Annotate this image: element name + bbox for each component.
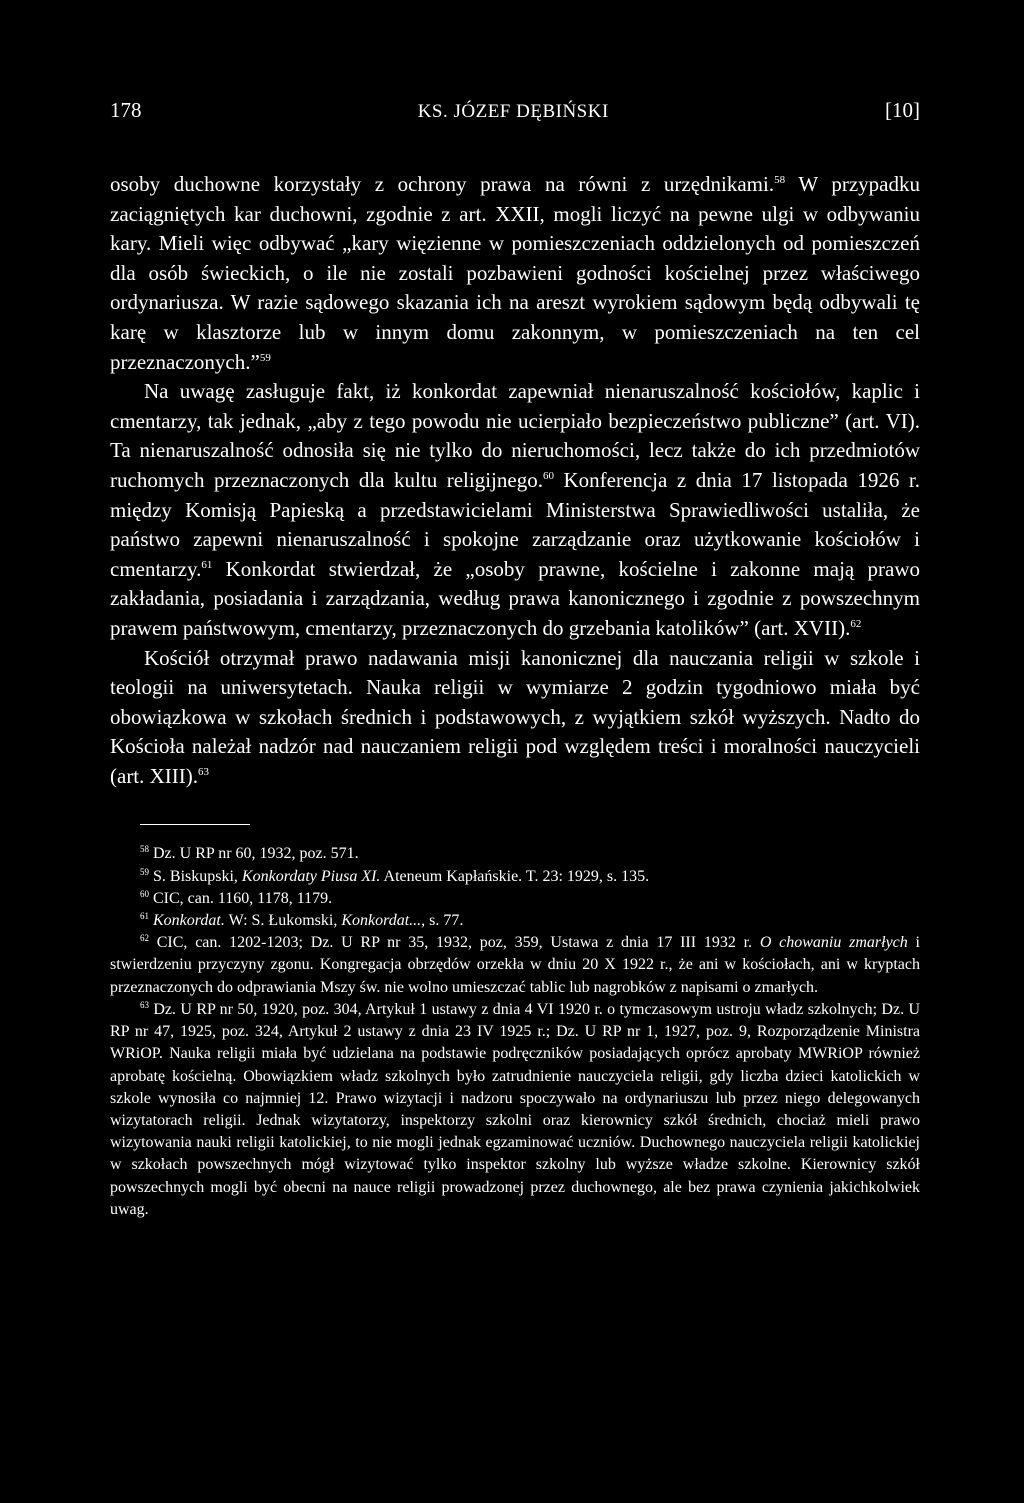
footnote-title: Konkordat...: [341, 912, 422, 930]
text-run: osoby duchowne korzystały z ochrony prawa na równi z urzędnikami.: [110, 172, 775, 196]
footnote-text: Ateneum Kapłańskie. T. 23: 1929, s. 135.: [380, 867, 650, 885]
footnote-text: CIC, can. 1160, 1178, 1179.: [149, 889, 333, 907]
footnote-61: [110, 910, 920, 932]
footnote-number: 63: [140, 999, 149, 1010]
text-run: Kościół otrzymał prawo nadawania misji kanonicznej dla nauczania religii w szkole i teologii na uniwersytetach. Nauka religii w wymiarze 2 godzin tygodniowo miała być obowiązkowa w szkołach średnich i podstawowych, z wyjątkiem szkół wyższych. Nadto do Kościoła należał nadzór nad nauczaniem religii pod względem treści i moralności nauczycieli (art. XIII).: [110, 645, 920, 788]
footnote-ref: 61: [201, 558, 213, 571]
footnote-59: [110, 866, 920, 888]
section-number: [10]: [884, 98, 920, 122]
text-run: W przypadku zaciągniętych kar duchowni, zgodnie z art. XXII, mogli liczyć na pewne ulgi w odbywaniu kary. Mieli więc odbywać „kary więzienne w pomieszczeniach oddzielonych od pomieszczeń dla osób świeckich, o ile nie zostali pozbawieni godności kościelnej przez właściwego ordynariusza. W razie sądowego skazania ich na areszt wyrokiem sądowym będą odbywali tę karę w klasztorze lub w innym domu zakonnym, w pomieszczeniach na ten cel przeznaczonych.”: [110, 172, 920, 374]
footnote-62: [110, 932, 920, 999]
footnote-number: 58: [140, 844, 149, 855]
footnote-text: Dz. U RP nr 50, 1920, poz. 304, Artykuł 1 ustawy z dnia 4 VI 1920 r. o tymczasowym ustroju władz szkolnych; Dz. U RP nr 47, 1925, poz. 324, Artykuł 2 ustawy z dnia 23 IV 1925 r.; Dz. U RP nr 1, 1927, poz. 9, Rozporządzenie Ministra WRiOP. Nauka religii miała być udzielana na podstawie podręczników posiadających oprócz aprobaty MWRiOP również aprobatę kościelną. Obowiązkiem władz szkolnych było zatrudnienie nauczyciela religii, gdy liczba dzieci katolickich w szkole wynosiła co najmniej 12. Prawo wizytacji i nadzoru spoczywało na ordynariuszu lub przez niego delegowanych wizytatorach religii. Jednak wizytatorzy, inspektorzy szkolni oraz kierownicy szkół średnich, chociaż mieli prawo wizytowania nauki religii katolickiej, to nie mogli jednak egzaminować uczniów. Duchownego nauczyciela religii katolickiej w szkołach powszechnych mógł wizytować tylko inspektor szkolny lub wyższe władze szkolne. Kierownicy szkół powszechnych mogli być obecni na nauce religii prowadzonej przez duchownego, ale bez prawa czynienia jakichkolwiek uwag.: [110, 1000, 920, 1218]
footnote-text: CIC, can. 1202-1203; Dz. U RP nr 35, 1932, poz, 359, Ustawa z dnia 17 III 1932 r.: [149, 934, 760, 952]
footnote-title: Konkordat.: [149, 912, 225, 930]
footnote-ref: 63: [198, 765, 210, 778]
footnote-title: O chowaniu zmarłych: [759, 934, 908, 952]
footnote-ref: 60: [542, 469, 554, 482]
running-header: [110, 98, 920, 128]
text-run: Konferencja z dnia 17 listopada 1926 r. między Komisją Papieską a przedstawicielami Ministerstwa Sprawiedliwości ustaliła, że państwo zapewni nienaruszalność i spokojne zarządzanie oraz użytkowanie kościołów i cmentarzy.: [110, 467, 920, 581]
footnote-number: 61: [140, 911, 149, 922]
footnote-number: 59: [140, 866, 149, 877]
footnote-ref: 62: [850, 617, 862, 630]
footnote-text: S. Biskupski,: [149, 867, 242, 885]
footnote-text: i stwierdzeniu przyczyny zgonu. Kongregacja obrzędów orzekła w dniu 20 X 1922 r., że ani w kościołach, ani w kryptach przeznaczonych do odprawiania Mszy św. nie wolno umieszczać tablic lub nagrobków z napisami o zmarłych.: [110, 934, 921, 996]
footnote-number: 60: [140, 888, 149, 899]
footnotes: [110, 843, 920, 1220]
document-page: [110, 98, 920, 1221]
footnote-text: W: S. Łukomski,: [224, 912, 342, 930]
footnote-title: Konkordaty Piusa XI.: [241, 867, 381, 885]
footnote-60: [110, 888, 920, 910]
main-text: [110, 170, 920, 791]
footnote-63: [110, 999, 920, 1221]
text-run: Na uwagę zasługuje fakt, iż konkordat zapewniał nienaruszalność kościołów, kaplic i cmentarzy, tak jednak, „aby z tego powodu nie ucierpiało bezpieczeństwo publiczne” (art. VI). Ta nienaruszalność odnosiła się nie tylko do nieruchomości, lecz także do ich przedmiotów ruchomych przeznaczonych dla kultu religijnego.: [110, 379, 920, 492]
footnote-ref: 58: [774, 174, 786, 186]
text-run: Konkordat stwierdzał, że „osoby prawne, kościelne i zakonne mają prawo zakładania, posiadania i zarządzania, według prawa kanonicznego i zgodnie z powszechnym prawem państwowym, cmentarzy, przeznaczonych do grzebania katolików” (art. XVII).: [110, 556, 920, 640]
footnote-number: 62: [140, 933, 149, 944]
page-number: 178: [110, 98, 142, 122]
paragraph-1: [110, 170, 920, 377]
footnote-text: Dz. U RP nr 60, 1932, poz. 571.: [149, 845, 359, 863]
running-head-author: KS. JÓZEF DĘBIŃSKI: [417, 101, 609, 122]
footnote-58: [110, 843, 920, 865]
footnote-separator: [140, 824, 250, 825]
footnote-ref: 59: [259, 351, 271, 364]
paragraph-2: [110, 377, 920, 643]
footnote-text: , s. 77.: [421, 912, 464, 930]
paragraph-3: [110, 644, 920, 792]
